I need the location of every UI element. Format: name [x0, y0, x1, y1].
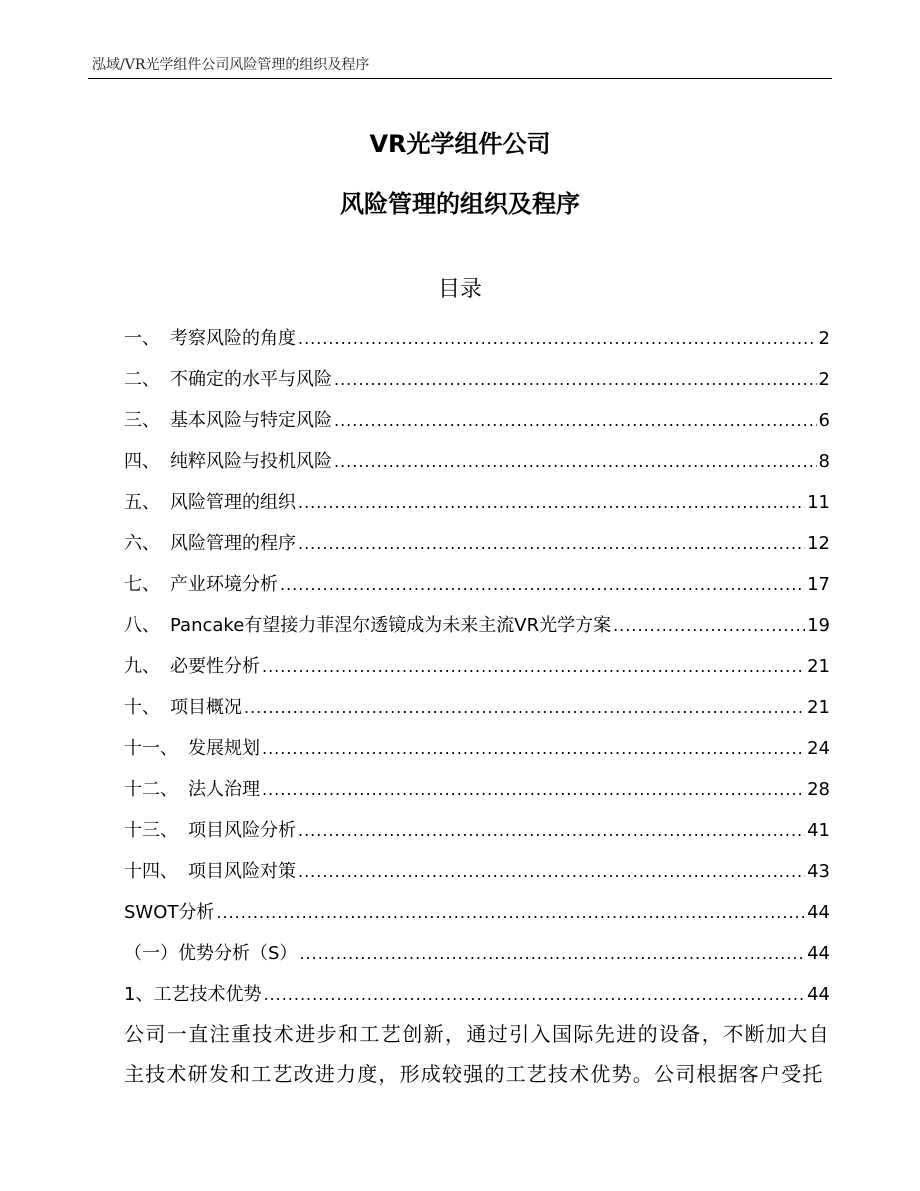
- toc-entry-label: [124, 359, 332, 400]
- toc-entry-text: 风险管理的组织: [170, 492, 296, 513]
- toc-dot-leader: [298, 318, 817, 359]
- body-paragraph: 公司一直注重技术进步和工艺创新，通过引入国际先进的设备，不断加大自主技术研发和工艺改进力度，形成较强的工艺技术优势。公司根据客户受托: [124, 1022, 830, 1086]
- toc-entry-page: 24: [807, 738, 830, 759]
- toc-entry-page: 17: [807, 574, 830, 595]
- toc-entry-text: 项目概况: [170, 697, 242, 718]
- toc-entry-text: Pancake有望接力菲涅尔透镜成为未来主流VR光学方案: [170, 615, 612, 636]
- toc-entry-number: 十三、: [124, 820, 178, 841]
- toc-entry[interactable]: [124, 646, 830, 687]
- toc-entry-page: 21: [807, 656, 830, 677]
- toc-entry-text: 必要性分析: [170, 656, 260, 677]
- toc-entry-page: 44: [807, 943, 830, 964]
- toc-dot-leader: [262, 646, 805, 687]
- toc-entry-label: [124, 523, 296, 564]
- toc-entry-text: 纯粹风险与投机风险: [170, 451, 332, 472]
- document-title-line1: VR光学组件公司: [369, 130, 551, 158]
- toc-dot-leader: [298, 482, 805, 523]
- table-of-contents: [124, 318, 830, 1015]
- toc-entry-text: 项目风险对策: [188, 861, 296, 882]
- toc-entry[interactable]: [124, 441, 830, 482]
- toc-entry[interactable]: [124, 933, 830, 974]
- toc-entry-number: 十四、: [124, 861, 178, 882]
- toc-dot-leader: [298, 810, 805, 851]
- toc-entry-page: 21: [807, 697, 830, 718]
- toc-entry-label: [124, 482, 296, 523]
- toc-entry-text: 基本风险与特定风险: [170, 410, 332, 431]
- toc-entry[interactable]: [124, 482, 830, 523]
- toc-entry[interactable]: [124, 564, 830, 605]
- toc-entry-label: [124, 933, 297, 974]
- toc-entry-label: [124, 974, 261, 1015]
- toc-entry-label: [124, 728, 260, 769]
- toc-entry-label: [124, 851, 296, 892]
- toc-dot-leader: [334, 441, 817, 482]
- toc-entry-text: 不确定的水平与风险: [170, 369, 332, 390]
- toc-entry-label: [124, 605, 611, 646]
- toc-entry-number: 十二、: [124, 779, 178, 800]
- toc-entry-page: 44: [807, 902, 830, 923]
- toc-entry-number: 十一、: [124, 738, 178, 759]
- toc-entry-page: 41: [807, 820, 830, 841]
- toc-dot-leader: [216, 892, 805, 933]
- toc-entry-label: [124, 687, 242, 728]
- toc-dot-leader: [298, 851, 805, 892]
- toc-entry-label: [124, 441, 332, 482]
- toc-dot-leader: [280, 564, 805, 605]
- toc-entry-label: [124, 646, 260, 687]
- toc-entry-label: [124, 810, 296, 851]
- toc-entry-text: SWOT分析: [124, 902, 215, 923]
- toc-entry[interactable]: [124, 974, 830, 1015]
- toc-entry[interactable]: [124, 523, 830, 564]
- toc-entry-number: 三、: [124, 410, 160, 431]
- toc-entry-text: （一）优势分析（S）: [124, 943, 298, 964]
- toc-entry-page: 8: [818, 451, 830, 472]
- toc-dot-leader: [244, 687, 805, 728]
- toc-entry-text: 项目风险分析: [188, 820, 296, 841]
- toc-entry-number: 四、: [124, 451, 160, 472]
- toc-entry-number: 六、: [124, 533, 160, 554]
- toc-entry-page: 12: [807, 533, 830, 554]
- toc-entry-text: 法人治理: [188, 779, 260, 800]
- toc-entry[interactable]: [124, 892, 830, 933]
- toc-entry-text: 风险管理的程序: [170, 533, 296, 554]
- toc-dot-leader: [298, 523, 805, 564]
- toc-entry-text: 发展规划: [188, 738, 260, 759]
- toc-entry-text: 考察风险的角度: [170, 328, 296, 349]
- toc-entry[interactable]: [124, 810, 830, 851]
- toc-dot-leader: [262, 769, 805, 810]
- header-divider: [88, 78, 832, 79]
- toc-entry-page: 11: [807, 492, 830, 513]
- toc-entry-label: [124, 769, 260, 810]
- toc-entry-label: [124, 564, 278, 605]
- toc-entry-label: [124, 318, 296, 359]
- toc-entry-number: 十、: [124, 697, 160, 718]
- toc-entry-number: 一、: [124, 328, 160, 349]
- toc-entry[interactable]: [124, 769, 830, 810]
- toc-entry-page: 43: [807, 861, 830, 882]
- toc-entry-page: 6: [818, 410, 830, 431]
- toc-entry[interactable]: [124, 728, 830, 769]
- document-title-line2: 风险管理的组织及程序: [340, 190, 580, 218]
- toc-entry-page: 2: [818, 369, 830, 390]
- toc-entry-text: 产业环境分析: [170, 574, 278, 595]
- toc-entry-page: 19: [807, 615, 830, 636]
- toc-dot-leader: [334, 359, 817, 400]
- toc-entry[interactable]: [124, 605, 830, 646]
- toc-dot-leader: [613, 605, 805, 646]
- toc-entry-number: 八、: [124, 615, 160, 636]
- toc-entry-number: 二、: [124, 369, 160, 390]
- running-header: 泓域/VR光学组件公司风险管理的组织及程序: [92, 57, 370, 73]
- toc-entry-page: 44: [807, 984, 830, 1005]
- toc-entry-page: 28: [807, 779, 830, 800]
- toc-heading: 目录: [437, 277, 482, 302]
- toc-dot-leader: [299, 933, 805, 974]
- toc-entry-number: 五、: [124, 492, 160, 513]
- toc-entry[interactable]: [124, 851, 830, 892]
- toc-entry-page: 2: [818, 328, 830, 349]
- toc-dot-leader: [334, 400, 817, 441]
- toc-dot-leader: [263, 974, 805, 1015]
- toc-entry-label: [124, 400, 332, 441]
- toc-entry[interactable]: [124, 318, 830, 359]
- toc-entry[interactable]: [124, 400, 830, 441]
- toc-entry-number: 七、: [124, 574, 160, 595]
- toc-entry[interactable]: [124, 687, 830, 728]
- toc-entry-number: 九、: [124, 656, 160, 677]
- toc-dot-leader: [262, 728, 805, 769]
- toc-entry-text: 1、工艺技术优势: [124, 984, 262, 1005]
- toc-entry[interactable]: [124, 359, 830, 400]
- toc-entry-label: [124, 892, 214, 933]
